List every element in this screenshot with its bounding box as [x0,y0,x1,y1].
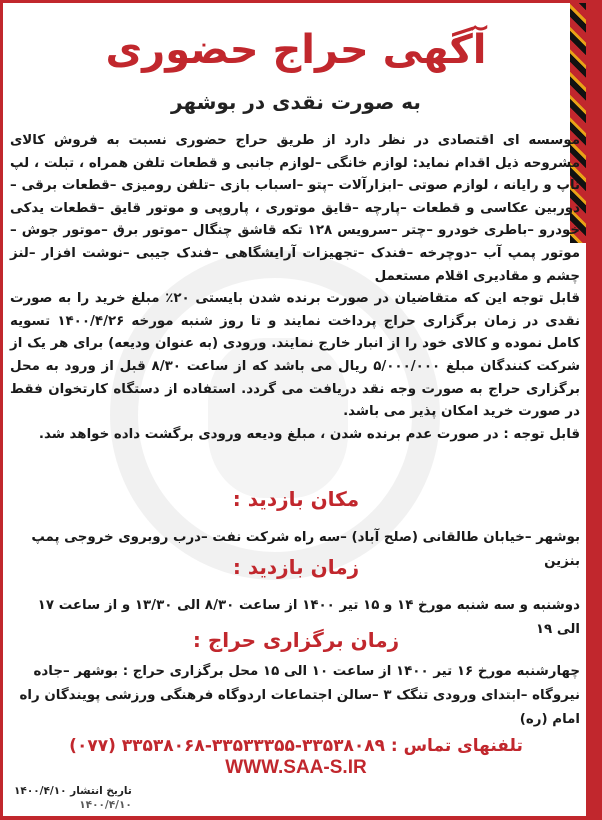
contact-phones: تلفنهای تماس : ۳۳۵۳۸۰۸۹-۳۳۵۳۳۳۵۵-۳۳۵۳۸۰۶۸ (۰۷۷) [69,736,523,756]
visit-time-text: دوشنبه و سه شنبه مورخ ۱۴ و ۱۵ تیر ۱۴۰۰ از ساعت ۸/۳۰ الی ۱۳/۳۰ و از ساعت ۱۷ الی ۱۹ [37,598,580,637]
visit-location-text: بوشهر –خیابان طالقانی (صلح آباد) –سه راه شرکت نفت –درب روبروی خروجی پمپ بنزین [31,530,580,569]
ad-subtitle: به صورت نقدی در بوشهر [171,90,421,114]
publication-date-cut-line: ۱۴۰۰/۴/۱۰ [79,799,132,810]
ad-body [10,130,580,446]
items-paragraph: موسسه ای اقتصادی در نظر دارد از طریق حراج حضوری نسبت به فروش کالای مشروحه ذیل اقدام نماید: لوازم خانگی –لوازم جانبی و قطعات تلفن همراه ، تبلت ، لپ تاپ و رایانه ، لوازم صوتی –ابزارآلات –پتو –اسباب بازی –تلفن رومیزی –قطعات برقی –دوربین عکاسی و قطعات –پارچه –قایق موتوری ، پاروپی و موتور قایق –قطعات یدکی خودرو –باطری خودرو –چتر –سرویس ۱۲۸ تکه قاشق چنگال –موتور برق –موتور جوش –موتور پمپ آب –دوچرخه –فندک –تجهیزات آرایشگاهی –فندک جیبی –نوشت افزار –لنز چشم و مقادیری اقلام مستعمل [10,133,580,284]
auction-time-title: زمان برگزاری حراج : [192,628,400,652]
refund-note: قابل توجه : در صورت عدم برنده شدن ، مبلغ ودیعه ورودی برگشت داده خواهد شد. [38,426,580,442]
publication-date [14,784,132,810]
auction-time-text: چهارشنبه مورخ ۱۶ تیر ۱۴۰۰ از ساعت ۱۰ الی ۱۵ محل برگزاری حراج : بوشهر –جاده نیروگاه –ابتدای ورودی تنگک ۳ –سالن اجتماعات اردوگاه فرهنگی ورزشی پویندگان راه امام (ره) [19,664,580,727]
visit-location-title: مکان بازدید : [232,487,360,511]
ad-title: آگهی حراج حضوری [105,27,487,73]
website-link[interactable]: WWW.SAA-S.IR [225,757,367,778]
terms-paragraph: قابل توجه این که متقاضیان در صورت برنده شدن بایستی ۲۰٪ مبلغ خرید را به صورت نقدی در زمان برگزاری حراج پرداخت نمایند و تا روز شنبه مورخه ۱۴۰۰/۴/۲۶ تسویه کامل نموده و کالای خود را از انبار خارج نمایند. ورودی (به عنوان ودیعه) برای هر یک از شرکت کنندگان مبلغ ۵/۰۰۰/۰۰۰ ریال می باشد که از ساعت ۸/۳۰ قبل از ورود به محل برگزاری حراج به صورت وجه نقد دریافت می گردد. استفاده از دستگاه کارتخوان فقط در صورت خرید امکان پذیر می باشد. [10,291,580,420]
publication-date-line: تاریخ انتشار ۱۴۰۰/۴/۱۰ [14,785,132,797]
visit-time-title: زمان بازدید : [232,555,360,579]
